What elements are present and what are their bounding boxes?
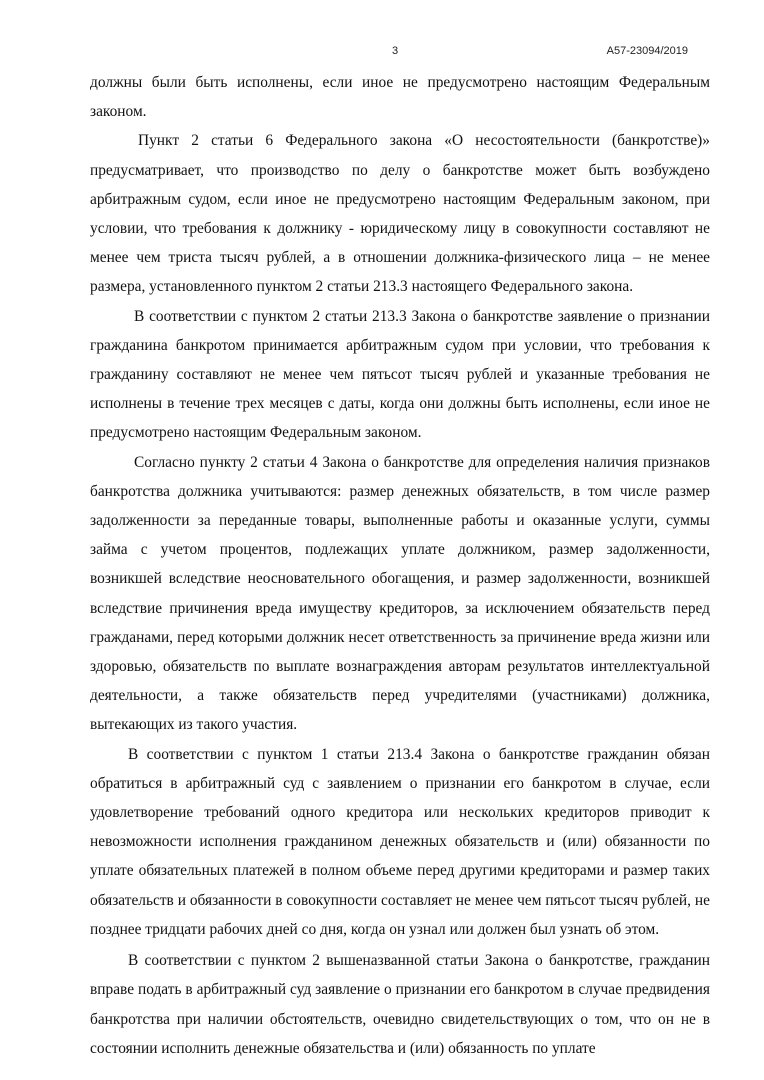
paragraph: В соответствии с пунктом 1 статьи 213.4 Закона о банкротстве гражданин обязан обратиться в арбитражный суд с заявлением о признании его банкротом в случае, если удовлетворение требований одного кредитора или нескольких кредиторов приводит к невозможности исполнения гражданином денежных обязательств и (или) обязанности по уплате обязательных платежей в полном объеме перед другими кредиторами и размер таких обязательств и обязанности в совокупности составляет не менее чем пятьсот тысяч рублей, не позднее тридцати рабочих дней со дня, когда он узнал или должен был узнать об этом. bbox=[90, 745, 710, 938]
page-number: 3 bbox=[392, 45, 399, 57]
paragraph: В соответствии с пунктом 2 статьи 213.3 Закона о банкротстве заявление о признании гражданина банкротом принимается арбитражным судом при условии, что требования к гражданину составляют не менее чем пятьсот тысяч рублей и указанные требования не исполнены в течение трех месяцев с даты, когда они должны быть исполнены, если иное не предусмотрено настоящим Федеральным законом. bbox=[90, 307, 710, 442]
case-number: А57-23094/2019 bbox=[606, 45, 688, 57]
paragraph: Пункт 2 статьи 6 Федерального закона «О несостоятельности (банкротстве)» предусматривает, что производство по делу о банкротстве может быть возбуждено арбитражным судом, если иное не предусмотрено настоящим Федеральным законом, при условии, что требования к должнику - юридическому лицу в совокупности составляют не менее чем триста тысяч рублей, а в отношении должника-физического лица – не менее размера, установленного пунктом 2 статьи 213.3 настоящего Федерального закона. bbox=[90, 132, 710, 296]
document-body bbox=[90, 68, 710, 1063]
paragraph: В соответствии с пунктом 2 вышеназванной статьи Закона о банкротстве, гражданин вправе подать в арбитражный суд заявление о признании его банкротом в случае предвидения банкротства при наличии обстоятельств, очевидно свидетельствующих о том, что он не в состоянии исполнить денежные обязательства и (или) обязанность по уплате bbox=[90, 952, 710, 1057]
paragraph: Согласно пункту 2 статьи 4 Закона о банкротстве для определения наличия признаков банкротства должника учитываются: размер денежных обязательств, в том числе размер задолженности за переданные товары, выполненные работы и оказанные услуги, суммы займа с учетом процентов, подлежащих уплате должником, размер задолженности, возникшей вследствие неосновательного обогащения, и размер задолженности, возникшей вследствие причинения вреда имуществу кредиторов, за исключением обязательств перед гражданами, перед которыми должник несет ответственность за причинение вреда жизни или здоровью, обязательств по выплате вознаграждения авторам результатов интеллектуальной деятельности, а также обязательств перед учредителями (участниками) должника, вытекающих из такого участия. bbox=[90, 453, 710, 734]
paragraph-continuation: должны были быть исполнены, если иное не предусмотрено настоящим Федеральным законом. bbox=[90, 74, 710, 121]
